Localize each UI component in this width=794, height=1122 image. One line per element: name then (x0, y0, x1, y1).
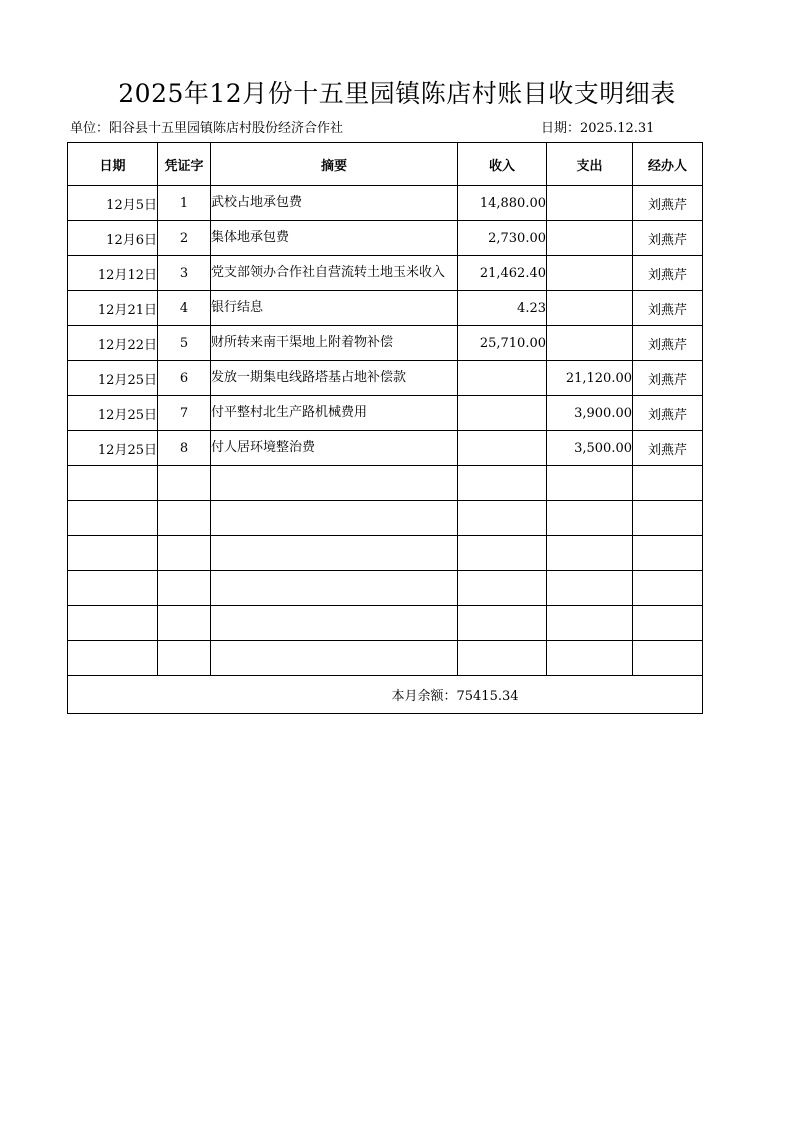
cell-voucher: 3 (158, 256, 211, 291)
empty-cell (633, 571, 703, 606)
cell-handler: 刘燕芹 (633, 291, 703, 326)
table-row (68, 396, 703, 431)
empty-cell (68, 606, 158, 641)
cell-income: 2,730.00 (458, 221, 547, 256)
empty-cell (158, 606, 211, 641)
empty-cell (458, 641, 547, 676)
cell-voucher: 4 (158, 291, 211, 326)
cell-expense (547, 256, 633, 291)
cell-date: 12月25日 (68, 431, 158, 466)
cell-summary: 银行结息 (211, 291, 458, 326)
cell-voucher: 1 (158, 186, 211, 221)
header-date: 日期 (68, 143, 158, 186)
cell-date: 12月12日 (68, 256, 158, 291)
empty-cell (633, 501, 703, 536)
empty-cell (158, 536, 211, 571)
empty-cell (547, 606, 633, 641)
empty-cell (547, 571, 633, 606)
table-row (68, 291, 703, 326)
table-row (68, 186, 703, 221)
empty-cell (68, 466, 158, 501)
header-expense: 支出 (547, 143, 633, 186)
empty-cell (547, 466, 633, 501)
empty-row (68, 571, 703, 606)
empty-cell (211, 536, 458, 571)
empty-cell (211, 571, 458, 606)
cell-date: 12月22日 (68, 326, 158, 361)
cell-income: 14,880.00 (458, 186, 547, 221)
empty-cell (211, 606, 458, 641)
cell-expense: 3,900.00 (547, 396, 633, 431)
empty-cell (211, 466, 458, 501)
cell-summary: 财所转来南干渠地上附着物补偿 (211, 326, 458, 361)
table-row (68, 256, 703, 291)
empty-row (68, 466, 703, 501)
unit-label: 单位：阳谷县十五里园镇陈店村股份经济合作社 (70, 121, 344, 136)
empty-cell (458, 571, 547, 606)
cell-summary: 武校占地承包费 (211, 186, 458, 221)
cell-voucher: 7 (158, 396, 211, 431)
empty-cell (68, 571, 158, 606)
header-row (68, 143, 703, 186)
cell-income: 21,462.40 (458, 256, 547, 291)
cell-handler: 刘燕芹 (633, 186, 703, 221)
empty-cell (158, 501, 211, 536)
cell-expense (547, 326, 633, 361)
cell-handler: 刘燕芹 (633, 221, 703, 256)
empty-cell (458, 606, 547, 641)
cell-expense (547, 186, 633, 221)
header-summary: 摘要 (211, 143, 458, 186)
cell-date: 12月6日 (68, 221, 158, 256)
empty-cell (458, 501, 547, 536)
date-label: 日期：2025.12.31 (541, 121, 655, 136)
empty-cell (211, 501, 458, 536)
table-row (68, 221, 703, 256)
empty-cell (633, 466, 703, 501)
empty-cell (633, 536, 703, 571)
cell-handler: 刘燕芹 (633, 396, 703, 431)
empty-cell (458, 536, 547, 571)
cell-handler: 刘燕芹 (633, 256, 703, 291)
cell-income (458, 431, 547, 466)
empty-cell (158, 641, 211, 676)
cell-date: 12月25日 (68, 361, 158, 396)
page-title: 2025年12月份十五里园镇陈店村账目收支明细表 (118, 79, 676, 108)
cell-income (458, 396, 547, 431)
empty-cell (211, 641, 458, 676)
empty-row (68, 606, 703, 641)
cell-date: 12月25日 (68, 396, 158, 431)
empty-cell (633, 641, 703, 676)
empty-cell (547, 536, 633, 571)
cell-date: 12月5日 (68, 186, 158, 221)
empty-cell (547, 501, 633, 536)
cell-handler: 刘燕芹 (633, 431, 703, 466)
cell-income (458, 361, 547, 396)
cell-expense: 3,500.00 (547, 431, 633, 466)
empty-row (68, 536, 703, 571)
empty-cell (68, 501, 158, 536)
cell-expense (547, 221, 633, 256)
table-row (68, 431, 703, 466)
cell-voucher: 5 (158, 326, 211, 361)
cell-date: 12月21日 (68, 291, 158, 326)
empty-cell (547, 641, 633, 676)
footer-row (68, 676, 703, 714)
cell-summary: 付人居环境整治费 (211, 431, 458, 466)
empty-row (68, 501, 703, 536)
header-voucher: 凭证字 (158, 143, 211, 186)
cell-voucher: 2 (158, 221, 211, 256)
header-income: 收入 (458, 143, 547, 186)
cell-summary: 党支部领办合作社自营流转土地玉米收入 (211, 256, 458, 291)
empty-cell (68, 536, 158, 571)
cell-summary: 付平整村北生产路机械费用 (211, 396, 458, 431)
table-row (68, 326, 703, 361)
empty-cell (158, 466, 211, 501)
cell-handler: 刘燕芹 (633, 361, 703, 396)
empty-cell (633, 606, 703, 641)
empty-cell (158, 571, 211, 606)
cell-expense (547, 291, 633, 326)
cell-summary: 集体地承包费 (211, 221, 458, 256)
footer-cell (68, 676, 703, 714)
empty-cell (458, 466, 547, 501)
cell-expense: 21,120.00 (547, 361, 633, 396)
header-handler: 经办人 (633, 143, 703, 186)
empty-row (68, 641, 703, 676)
ledger-table (67, 142, 703, 714)
cell-voucher: 8 (158, 431, 211, 466)
cell-handler: 刘燕芹 (633, 326, 703, 361)
cell-income: 4.23 (458, 291, 547, 326)
empty-cell (68, 641, 158, 676)
cell-voucher: 6 (158, 361, 211, 396)
monthly-balance: 本月余额：75415.34 (391, 689, 519, 704)
table-row (68, 361, 703, 396)
cell-summary: 发放一期集电线路塔基占地补偿款 (211, 361, 458, 396)
cell-income: 25,710.00 (458, 326, 547, 361)
